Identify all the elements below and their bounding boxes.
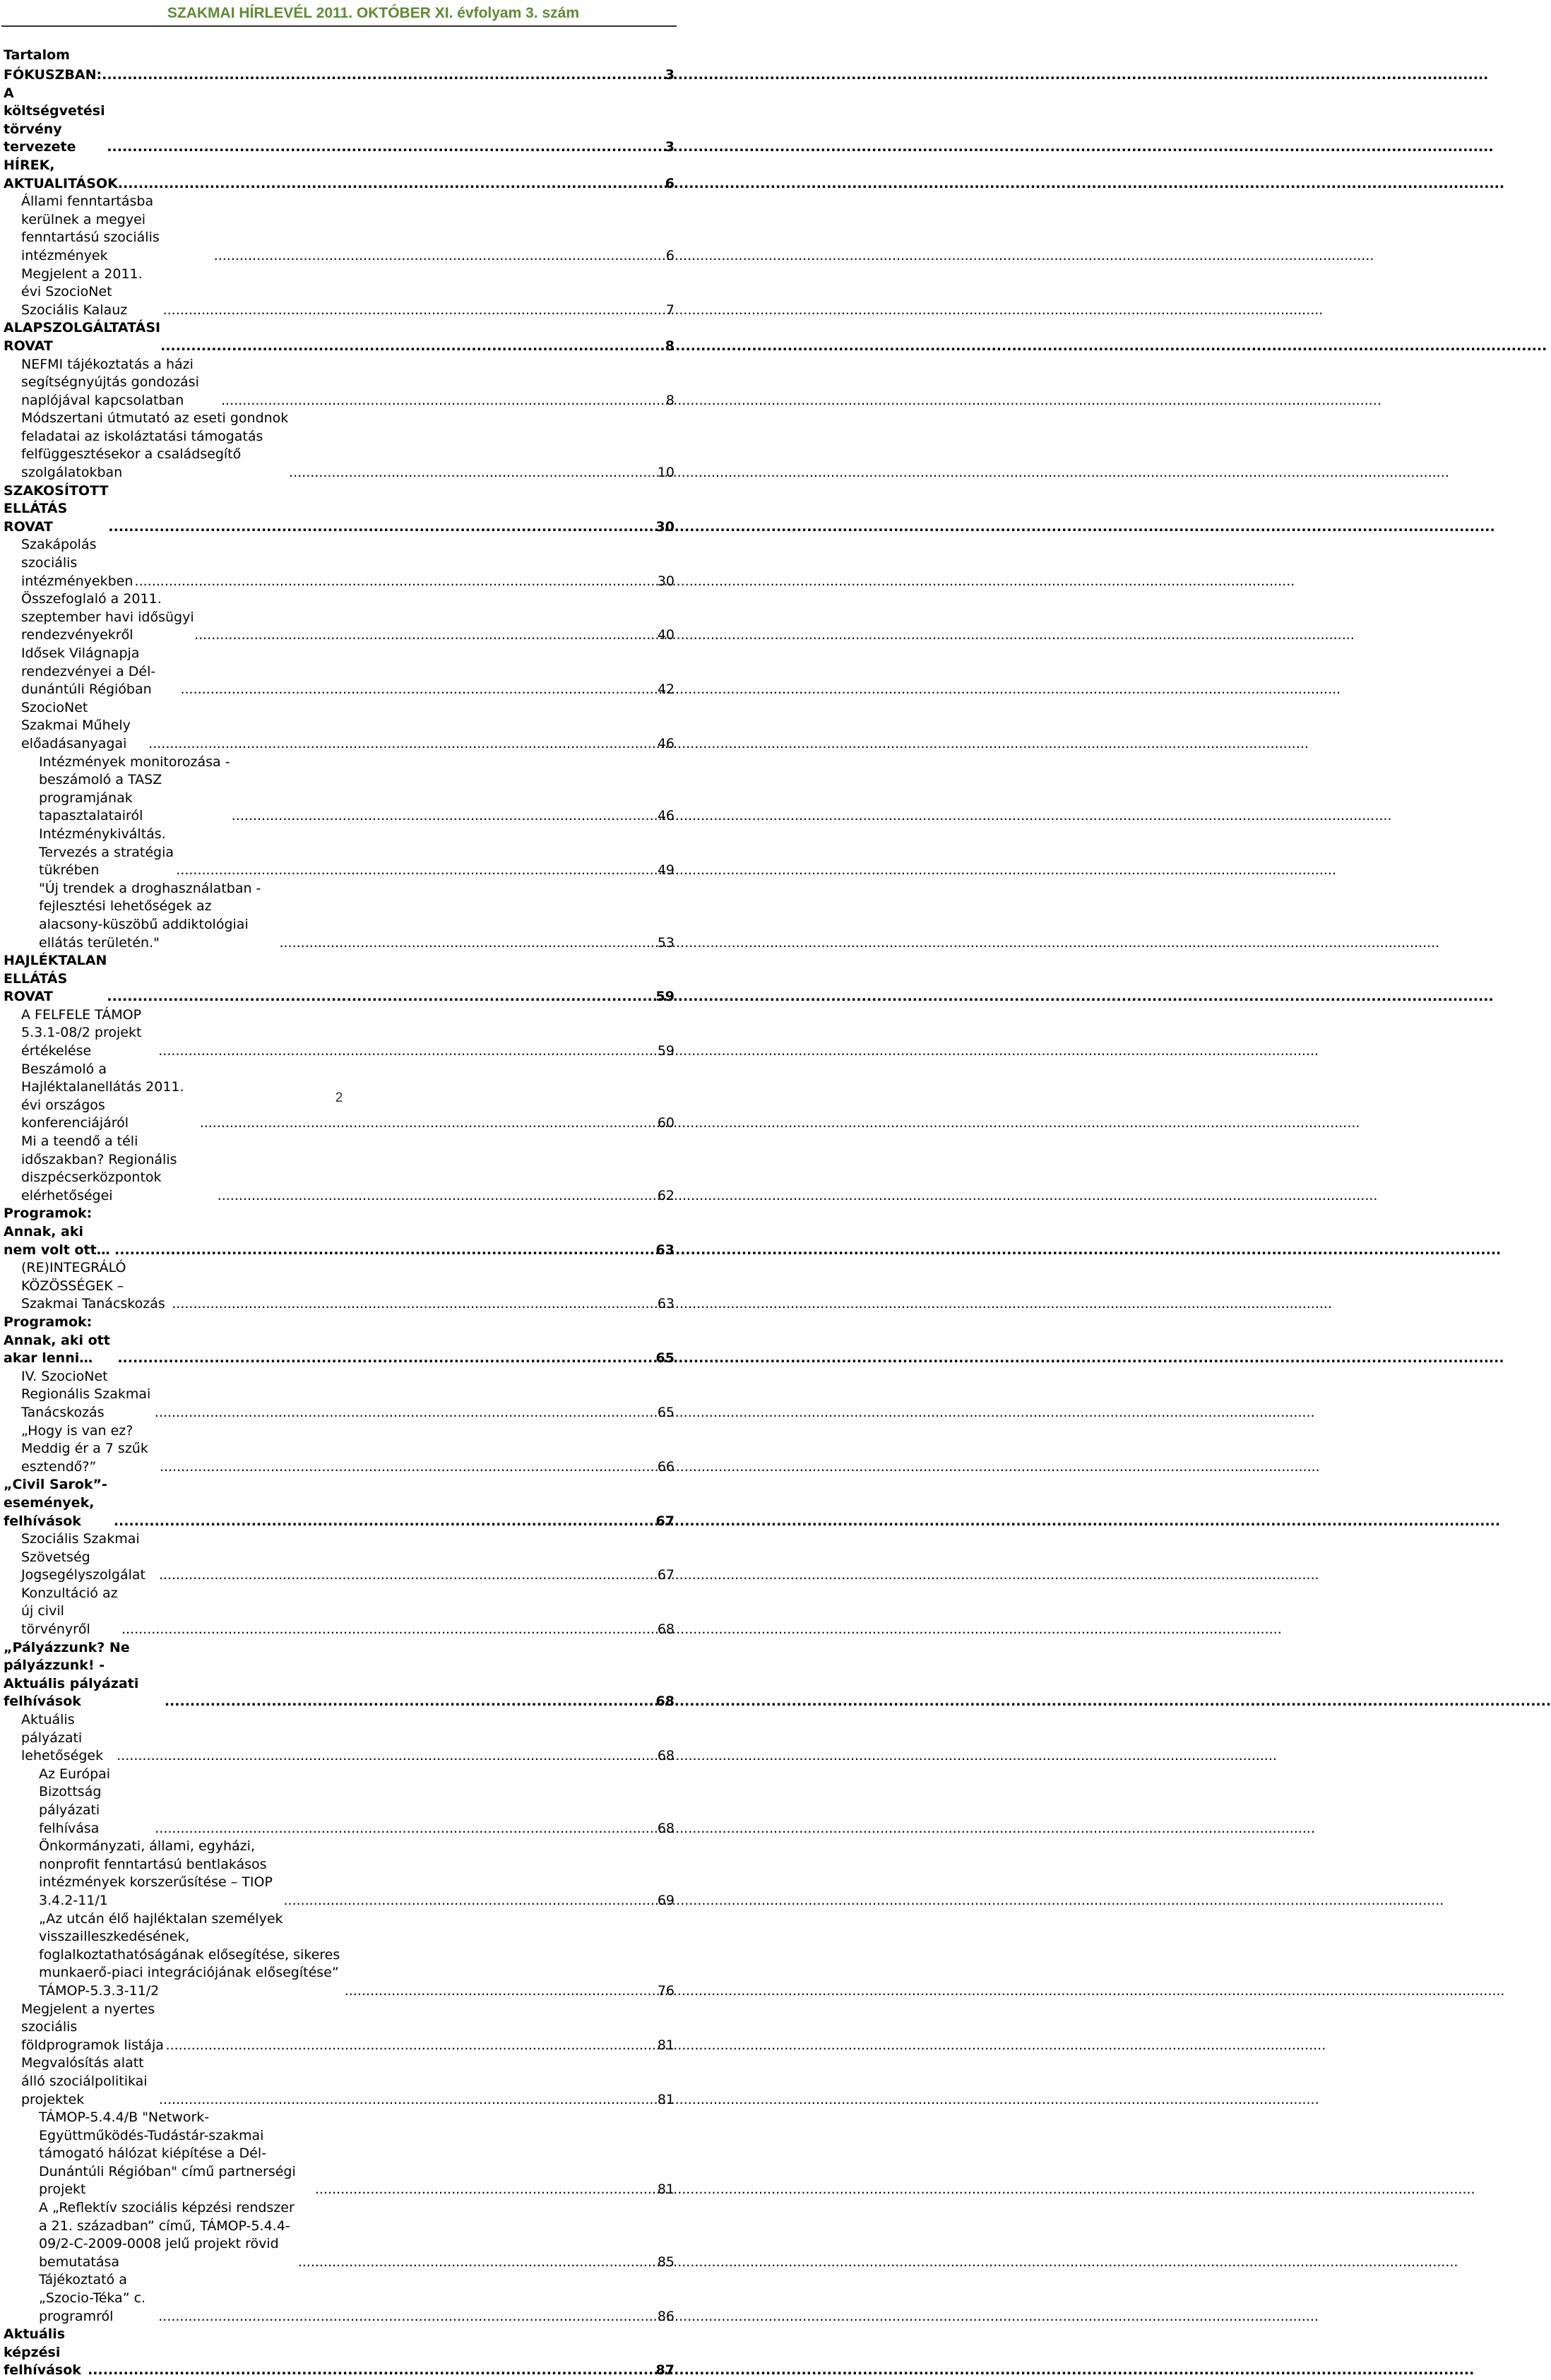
toc-entry-page: 81 [657,2091,675,2107]
toc-entry[interactable] [4,952,675,1006]
toc-entry[interactable] [4,2109,675,2199]
toc-dot-leader [118,175,665,194]
toc-entry-title: Állami fenntartásba kerülnek a megyei fenntartású szociális intézmények [21,194,160,263]
toc-entry-title: „Pályázzunk? Ne pályázzunk! - Aktuális pályázati felhívások [4,1639,139,1710]
toc-entry[interactable] [4,880,675,952]
toc-entry-page: 46 [657,808,675,824]
toc-entry-title: A „Reflektív szociális képzési rendszer a 21. században” című, TÁMOP-5.4.4-09/2-C-2009-0008 jelű projekt rövid bemutatása [39,2200,295,2270]
toc-entry-page: 68 [655,1694,675,1710]
toc-entry[interactable] [4,699,675,754]
toc-entry-page: 42 [657,682,675,698]
toc-dot-leader [155,1404,658,1422]
document-page [0,0,678,2379]
toc-entry-title: NEFMI tájékoztatás a házi segítségnyújtás gondozási naplójával kapcsolatban [21,356,199,408]
page-number: 2 [335,1090,343,1105]
toc-entry[interactable] [4,193,675,265]
toc-dot-leader [218,1187,658,1206]
toc-entry-title: Szociális Szakmai Szövetség Jogsegélyszolgálat [21,1531,146,1583]
toc-entry-page: 68 [657,1622,675,1638]
toc-entry-page: 63 [655,1242,675,1258]
toc-dot-leader [155,1820,658,1838]
toc-entry-title: Önkormányzati, állami, egyházi, nonprofit fenntartású bentlakásos intézmények korszerűsítése – TIOP 3.4.2-11/1 [39,1838,273,1908]
toc-entry-title: Intézménykiváltás. Tervezés a stratégia tükrében [39,826,174,879]
toc-entry-title: TÁMOP-5.4.4/B "Network-Együttműködés-Tudástár-szakmai támogató hálózat kiépítése a Dél-Dunántúli Régióban" című partnerségi projekt [39,2110,296,2198]
toc-dot-leader [176,862,658,880]
toc-dot-leader [108,518,655,537]
toc-entry-title: Konzultáció az új civil törvényről [21,1585,118,1638]
toc-dot-leader [289,464,658,482]
toc-entry[interactable] [4,319,675,355]
toc-entry[interactable] [4,1910,675,2001]
toc-dot-leader [345,1982,658,2001]
header-rule [1,25,677,27]
toc-entry-title: Módszertani útmutató az eseti gondnok feladatai az iskoláztatási támogatás felfüggesztésekor a családsegítő szolgálatokban [21,410,289,481]
toc-dot-leader [284,1892,658,1910]
toc-entry-page: 8 [665,392,675,408]
toc-entry-title: HAJLÉKTALAN ELLÁTÁS ROVAT [4,953,107,1005]
toc-dot-leader [159,1566,658,1585]
toc-entry-title: Beszámoló a Hajléktalanellátás 2011. évi országos konferenciájáról [21,1061,184,1131]
toc-entry-page: 68 [657,1820,675,1836]
toc-entry-title: „Civil Sarok”- események, felhívások [4,1477,107,1529]
toc-dot-leader [232,807,658,826]
toc-dot-leader [117,1747,658,1766]
toc-entry-page: 66 [657,1458,675,1475]
toc-dot-leader [102,66,665,85]
toc-entry[interactable] [4,1133,675,1205]
toc-entry-title: Intézmények monitorozása - beszámoló a TASZ programjának tapasztalatairól [39,754,230,824]
toc-dot-leader [148,735,658,754]
toc-entry-page: 40 [657,627,675,643]
toc-entry-page: 7 [665,302,675,318]
toc-entry[interactable] [4,2271,675,2326]
toc-entry-title: Programok: Annak, aki nem volt ott… [4,1206,110,1258]
toc-entry[interactable] [4,1422,675,1477]
toc-entry[interactable] [4,66,675,85]
toc-entry-page: 60 [657,1115,675,1131]
toc-entry-page: 6 [665,175,675,191]
table-of-contents [4,66,675,2380]
toc-entry-title: Megjelent a 2011. évi SzocioNet Szociális Kalauz [21,266,143,318]
toc-entry-title: Megvalósítás alatt álló szociálpolitikai projektek [21,2055,148,2107]
toc-entry-page: 87 [655,2362,675,2379]
toc-entry-page: 59 [657,1043,675,1059]
toc-entry[interactable] [4,2054,675,2109]
toc-entry[interactable] [4,1314,675,1368]
toc-entry[interactable] [4,157,675,193]
toc-entry-page: 65 [657,1404,675,1420]
toc-entry-page: 67 [657,1567,675,1583]
toc-dot-leader [158,1042,658,1061]
toc-entry-page: 46 [657,735,675,751]
toc-entry-title: Aktuális pályázati lehetőségek [21,1712,104,1764]
toc-entry-page: 65 [655,1350,675,1367]
toc-entry-page: 30 [657,573,675,589]
toc-entry-title: ALAPSZOLGÁLTATÁSI ROVAT [4,320,161,354]
toc-dot-leader [159,2091,658,2110]
toc-entry-title: Tájékoztató a „Szocio-Téka” c. programról [39,2272,146,2324]
toc-dot-leader [158,2308,658,2326]
toc-dot-leader [88,2362,655,2380]
toc-entry[interactable] [4,85,675,157]
toc-entry-title: Megjelent a nyertes szociális földprogramok listája [21,2001,164,2053]
toc-entry[interactable] [4,2001,675,2055]
toc-entry[interactable] [4,826,675,880]
toc-entry-title: Mi a teendő a téli időszakban? Regionális diszpécserközpontok elérhetőségei [21,1134,177,1203]
toc-entry-page: 63 [657,1296,675,1312]
toc-entry-title: HÍREK, AKTUALITÁSOK [4,157,118,191]
toc-entry[interactable] [4,1639,675,1711]
toc-dot-leader [298,2254,658,2272]
toc-entry[interactable] [4,482,675,537]
toc-entry-page: 6 [665,247,675,263]
toc-entry[interactable] [4,2326,675,2380]
toc-dot-leader [107,138,665,157]
toc-dot-leader [165,1693,656,1711]
toc-dot-leader [160,1458,658,1477]
toc-entry-title: Idősek Világnapja rendezvényei a Dél-dunántúli Régióban [21,645,156,698]
toc-entry[interactable] [4,536,675,590]
toc-dot-leader [135,573,658,591]
toc-entry-page: 62 [657,1187,675,1203]
toc-entry-page: 3 [665,67,675,83]
toc-entry-page: 85 [657,2254,675,2270]
toc-dot-leader [180,681,657,699]
toc-entry-page: 3 [665,139,675,155]
toc-entry-page: 30 [655,518,675,535]
toc-entry[interactable] [4,1530,675,1585]
toc-dot-leader [163,302,666,320]
toc-entry-page: 59 [655,989,675,1005]
toc-entry-page: 49 [657,862,675,879]
toc-entry[interactable] [4,410,675,482]
toc-dot-leader [221,392,666,410]
toc-dot-leader [315,2181,658,2199]
toc-dot-leader [214,247,666,266]
toc-entry[interactable] [4,645,675,699]
toc-entry[interactable] [4,1259,675,1314]
toc-entry-title: IV. SzocioNet Regionális Szakmai Tanácskozás [21,1368,151,1420]
toc-entry-title: "Új trendek a droghasználatban - fejlesztési lehetőségek az alacsony-küszöbű addiktológiai ellátás területén." [39,880,261,951]
toc-entry-page: 81 [657,2037,675,2053]
toc-entry-title: FÓKUSZBAN: [4,67,102,83]
toc-dot-leader [114,1242,656,1260]
toc-entry-page: 81 [657,2182,675,2198]
toc-entry[interactable] [4,590,675,645]
toc-dot-leader [107,988,655,1006]
toc-entry-title: Aktuális képzési felhívások [4,2326,81,2379]
toc-entry[interactable] [4,1838,675,1910]
toc-dot-leader [200,1114,658,1133]
toc-dot-leader [172,1295,658,1314]
newsletter-header: SZAKMAI HÍRLEVÉL 2011. OKTÓBER XI. évfolyam 3. szám [167,5,579,21]
toc-dot-leader [194,626,658,645]
toc-title: Tartalom [4,47,70,63]
toc-entry-title: „Hogy is van ez? Meddig ér a 7 szűk esztendő?” [21,1422,148,1475]
toc-entry-title: A FELFELE TÁMOP 5.3.1-08/2 projekt értékelése [21,1006,142,1059]
toc-entry-page: 10 [657,465,675,481]
toc-entry[interactable] [4,1766,675,1838]
toc-entry[interactable] [4,1476,675,1530]
toc-entry[interactable] [4,754,675,826]
toc-entry-page: 76 [657,1982,675,1999]
toc-entry[interactable] [4,1368,675,1422]
toc-entry-page: 8 [665,338,675,354]
toc-entry-page: 67 [655,1513,675,1529]
toc-dot-leader [114,1513,656,1531]
toc-entry-title: (RE)INTEGRÁLÓ KÖZÖSSÉGEK – Szakmai Tanácskozás [21,1260,165,1312]
toc-entry[interactable] [4,1711,675,1766]
toc-entry-title: SZAKOSÍTOTT ELLÁTÁS ROVAT [4,482,109,535]
toc-entry-title: Szakápolás szociális intézményekben [21,537,133,589]
toc-entry-page: 53 [657,934,675,951]
toc-dot-leader [121,1621,658,1639]
toc-entry-title: Programok: Annak, aki ott akar lenni… [4,1314,110,1367]
toc-entry[interactable] [4,266,675,320]
toc-entry[interactable] [4,2199,675,2271]
toc-dot-leader [165,2037,657,2055]
toc-dot-leader [279,934,657,953]
toc-entry-page: 69 [657,1892,675,1908]
toc-entry[interactable] [4,1585,675,1639]
toc-dot-leader [160,338,665,356]
toc-entry-title: A költségvetési törvény tervezete [4,85,105,155]
toc-entry-title: Összefoglaló a 2011. szeptember havi idősügyi rendezvényekről [21,591,194,643]
toc-entry-title: „Az utcán élő hajléktalan személyek visszailleszkedésének, foglalkoztathatóságának elősegítése, sikeres munkaerő-piaci integrációjának elősegítése” TÁMOP-5.3.3-11/2 [39,1910,340,1999]
toc-entry-page: 68 [657,1748,675,1764]
toc-entry[interactable] [4,1205,675,1259]
toc-entry[interactable] [4,356,675,410]
toc-dot-leader [117,1350,655,1368]
toc-entry[interactable] [4,1006,675,1061]
toc-entry-title: SzocioNet Szakmai Műhely előadásanyagai [21,699,131,751]
toc-entry-title: Az Európai Bizottság pályázati felhívása [39,1766,111,1836]
toc-entry-page: 86 [657,2308,675,2324]
